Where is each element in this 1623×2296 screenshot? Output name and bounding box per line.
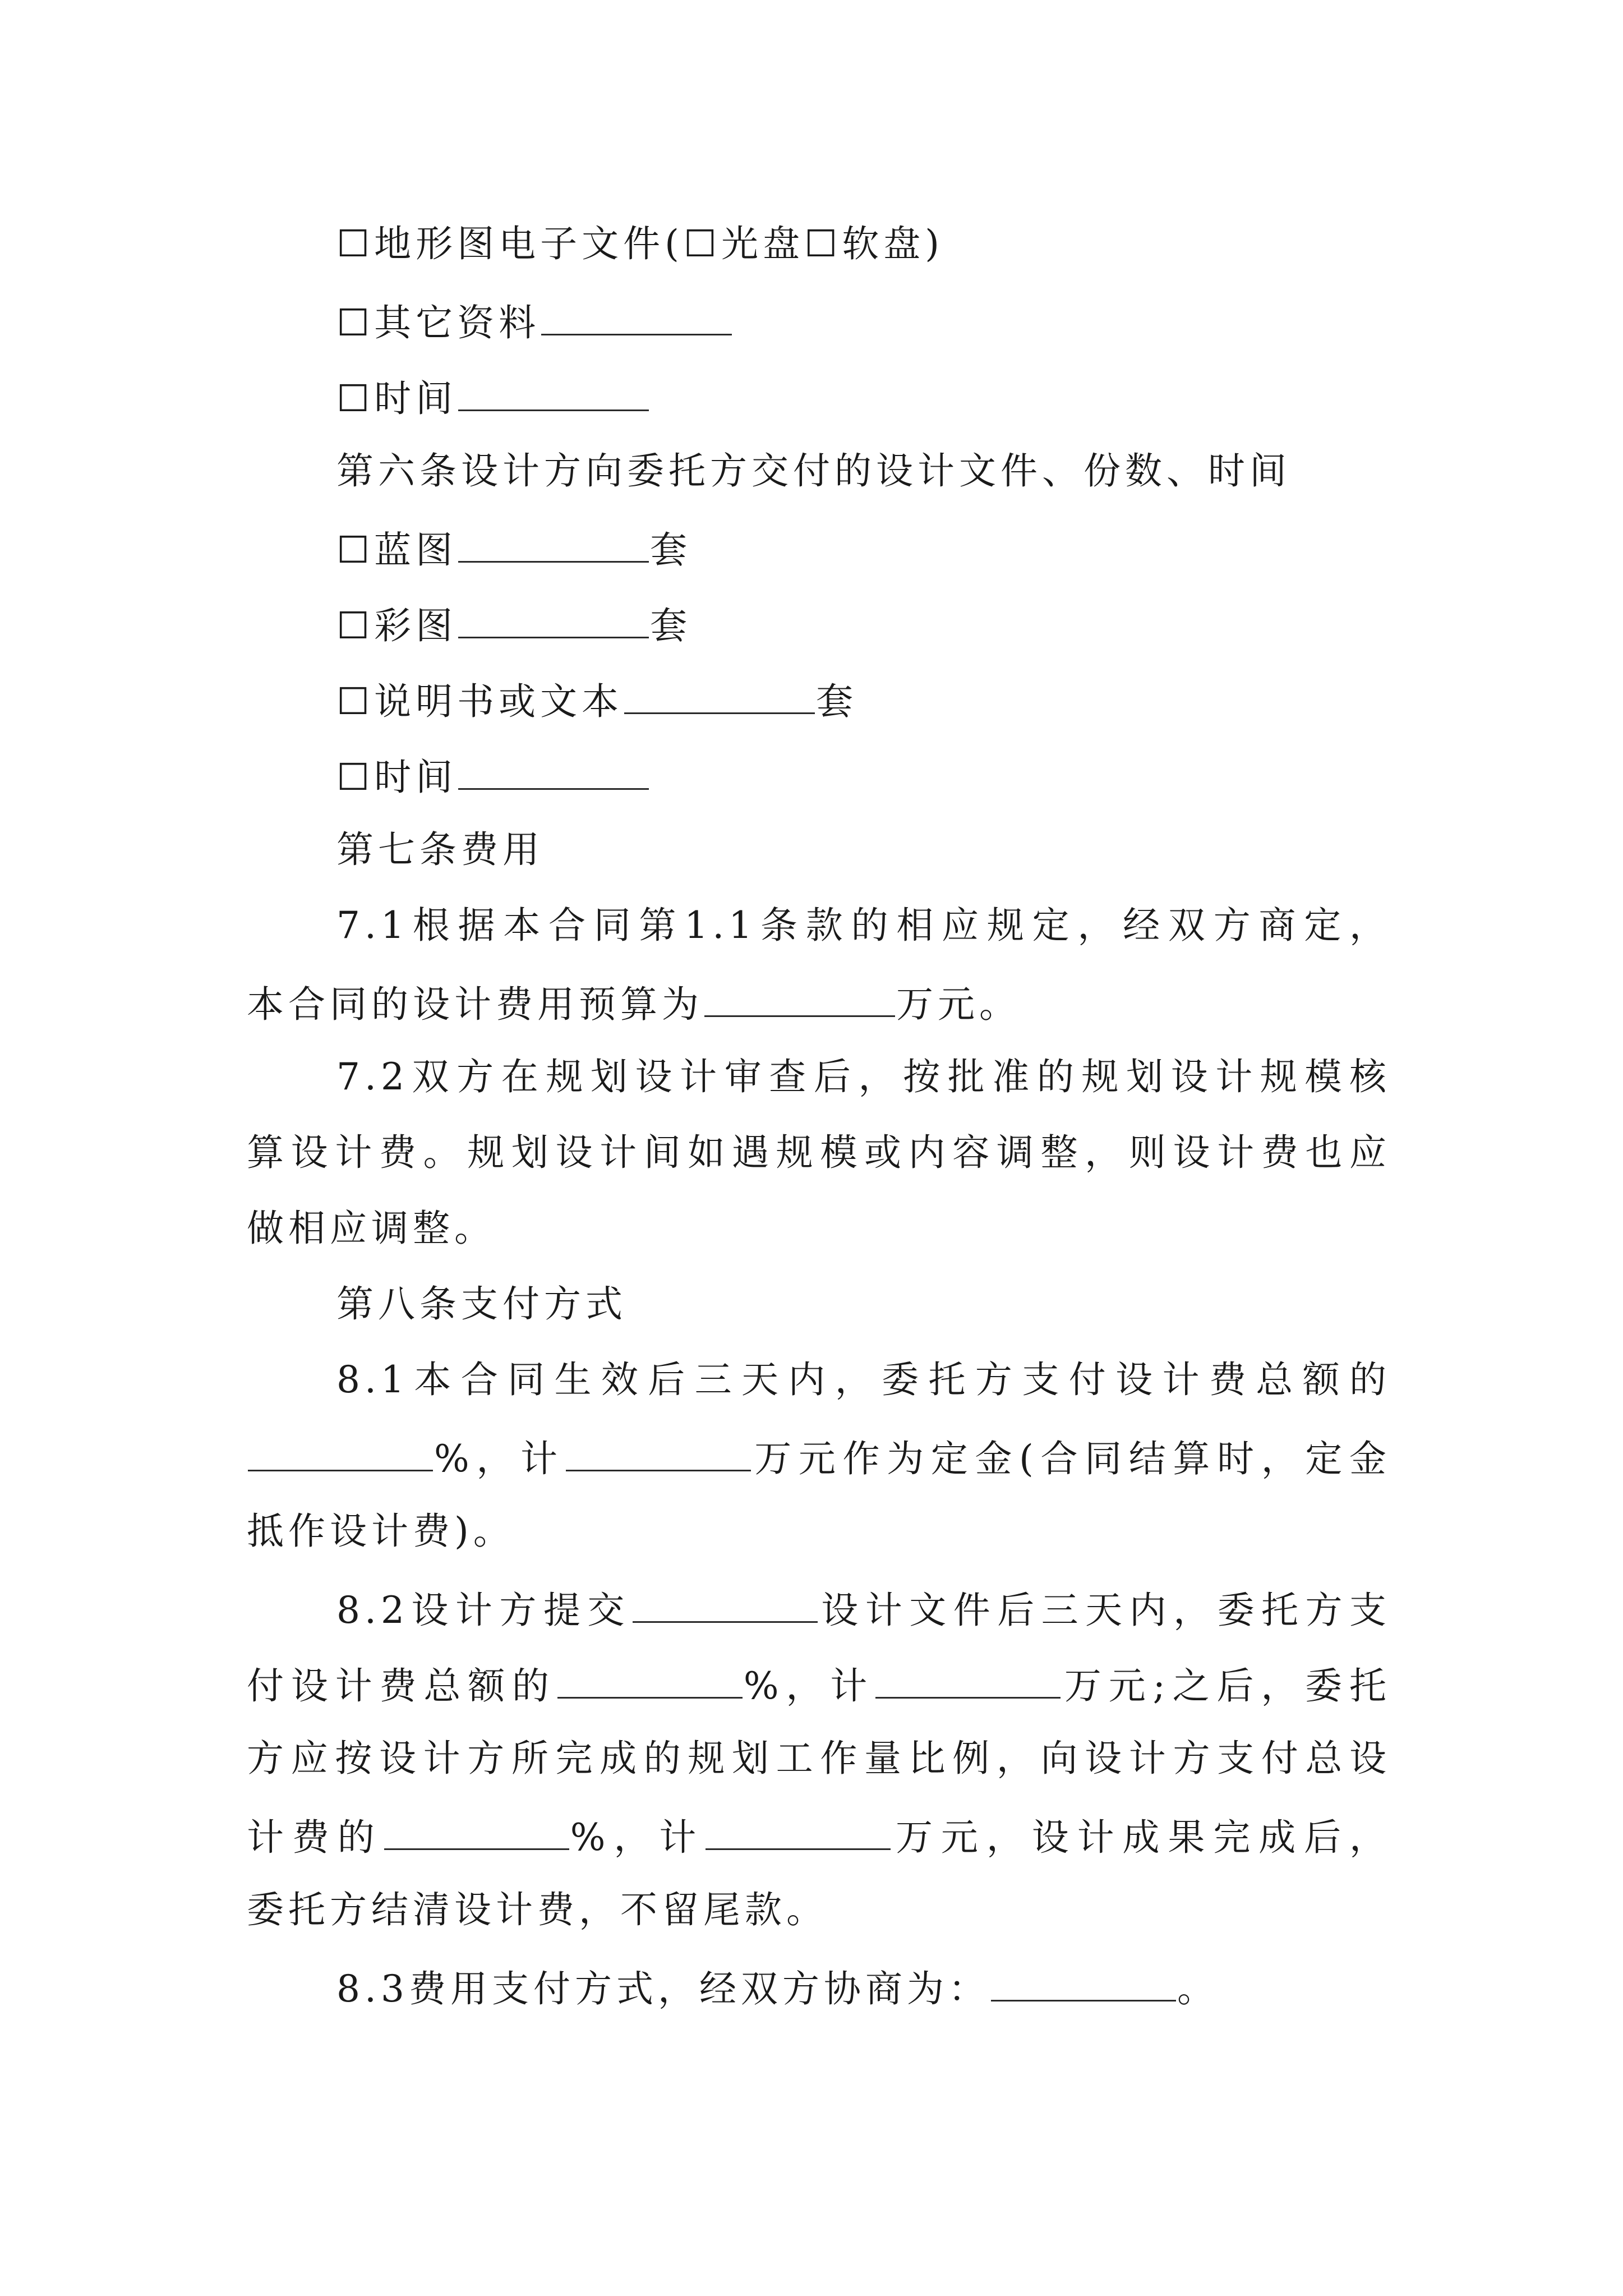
fill-in-blank: [458, 597, 649, 638]
text-line: [336, 597, 1391, 648]
line-text: ☐时间: [336, 377, 458, 420]
line-text: 7.2双方在规划设计审查后，按批准的规划设计规模核: [336, 1055, 1391, 1098]
line-text-suffix: 套: [816, 680, 858, 723]
line-text-suffix: 万元;之后，委托: [1062, 1664, 1391, 1708]
line-text: ☐蓝图: [336, 528, 458, 572]
section-heading: [336, 446, 1391, 496]
text-line: [247, 1430, 1391, 1481]
text-line: [336, 1052, 1391, 1102]
line-text: 计费的: [247, 1816, 383, 1859]
line-text-mid: %，计: [743, 1664, 875, 1708]
line-text: %，计: [434, 1437, 565, 1480]
line-text-suffix: 套: [650, 528, 692, 572]
text-line: [247, 1506, 1391, 1557]
text-line: [247, 1733, 1391, 1784]
fill-in-blank: [624, 673, 815, 714]
line-text-suffix: 套: [650, 604, 692, 647]
line-text: 8.3费用支付方式，经双方协商为：: [336, 1967, 990, 2010]
line-text-suffix: 万元。: [896, 983, 1021, 1026]
text-line: [247, 976, 1391, 1027]
text-line: [247, 1885, 1391, 1935]
text-line: [336, 900, 1391, 951]
text-line: [336, 295, 1391, 345]
fill-in-blank: [566, 1430, 751, 1471]
text-line: [247, 1128, 1391, 1178]
line-text: 第八条支付方式: [336, 1282, 627, 1326]
line-text-suffix: 万元，设计成果完成后，: [892, 1816, 1391, 1859]
line-text: 委托方结清设计费，不留尾款。: [247, 1888, 828, 1931]
line-text: ☐说明书或文本: [336, 680, 624, 723]
fill-in-blank: [384, 1809, 569, 1850]
line-text: 8.1本合同生效后三天内，委托方支付设计费总额的: [336, 1358, 1391, 1401]
line-text: ☐其它资料: [336, 301, 541, 344]
text-line: [336, 1355, 1391, 1405]
fill-in-blank: [458, 522, 649, 563]
line-text: ☐时间: [336, 756, 458, 799]
fill-in-blank: [458, 370, 649, 411]
line-text-suffix: 。: [1177, 1967, 1219, 2010]
fill-in-blank: [706, 1809, 891, 1850]
fill-in-blank: [991, 1961, 1176, 2001]
text-line: [336, 219, 1391, 269]
text-line: [247, 1658, 1391, 1708]
text-line: [247, 1203, 1391, 1254]
line-text-mid: %，计: [570, 1816, 705, 1859]
fill-in-blank: [557, 1658, 743, 1699]
line-text: 付设计费总额的: [247, 1664, 556, 1708]
section-heading: [336, 1279, 1391, 1329]
text-line: [336, 673, 1391, 724]
fill-in-blank: [541, 295, 732, 335]
line-text-suffix: 设计文件后三天内，委托方支: [818, 1589, 1391, 1632]
text-line: [336, 1961, 1391, 2011]
line-text: ☐彩图: [336, 604, 458, 647]
line-text: 算设计费。规划设计间如遇规模或内容调整，则设计费也应: [247, 1131, 1391, 1174]
line-text: ☐地形图电子文件(☐光盘☐软盘): [336, 222, 944, 265]
text-line: [336, 1582, 1391, 1632]
line-text: 做相应调整。: [247, 1207, 496, 1250]
line-text: 第六条设计方向委托方交付的设计文件、份数、时间: [336, 449, 1291, 493]
line-text-suffix: 万元作为定金(合同结算时，定金: [751, 1437, 1391, 1480]
line-text: 7.1根据本合同第1.1条款的相应规定，经双方商定，: [336, 904, 1391, 947]
text-line: [247, 1809, 1391, 1860]
fill-in-blank: [633, 1582, 818, 1623]
line-text: 抵作设计费)。: [247, 1510, 515, 1553]
line-text: 方应按设计方所完成的规划工作量比例，向设计方支付总设: [247, 1737, 1391, 1780]
text-line: [336, 749, 1391, 799]
fill-in-blank: [875, 1658, 1061, 1699]
line-text: 8.2设计方提交: [336, 1589, 631, 1632]
text-line: [336, 370, 1391, 421]
line-text: 第七条费用: [336, 828, 544, 871]
section-heading: [336, 825, 1391, 875]
text-line: [336, 522, 1391, 572]
fill-in-blank: [248, 1430, 433, 1471]
line-text: 本合同的设计费用预算为: [247, 983, 703, 1026]
fill-in-blank: [704, 976, 895, 1017]
fill-in-blank: [458, 749, 649, 790]
